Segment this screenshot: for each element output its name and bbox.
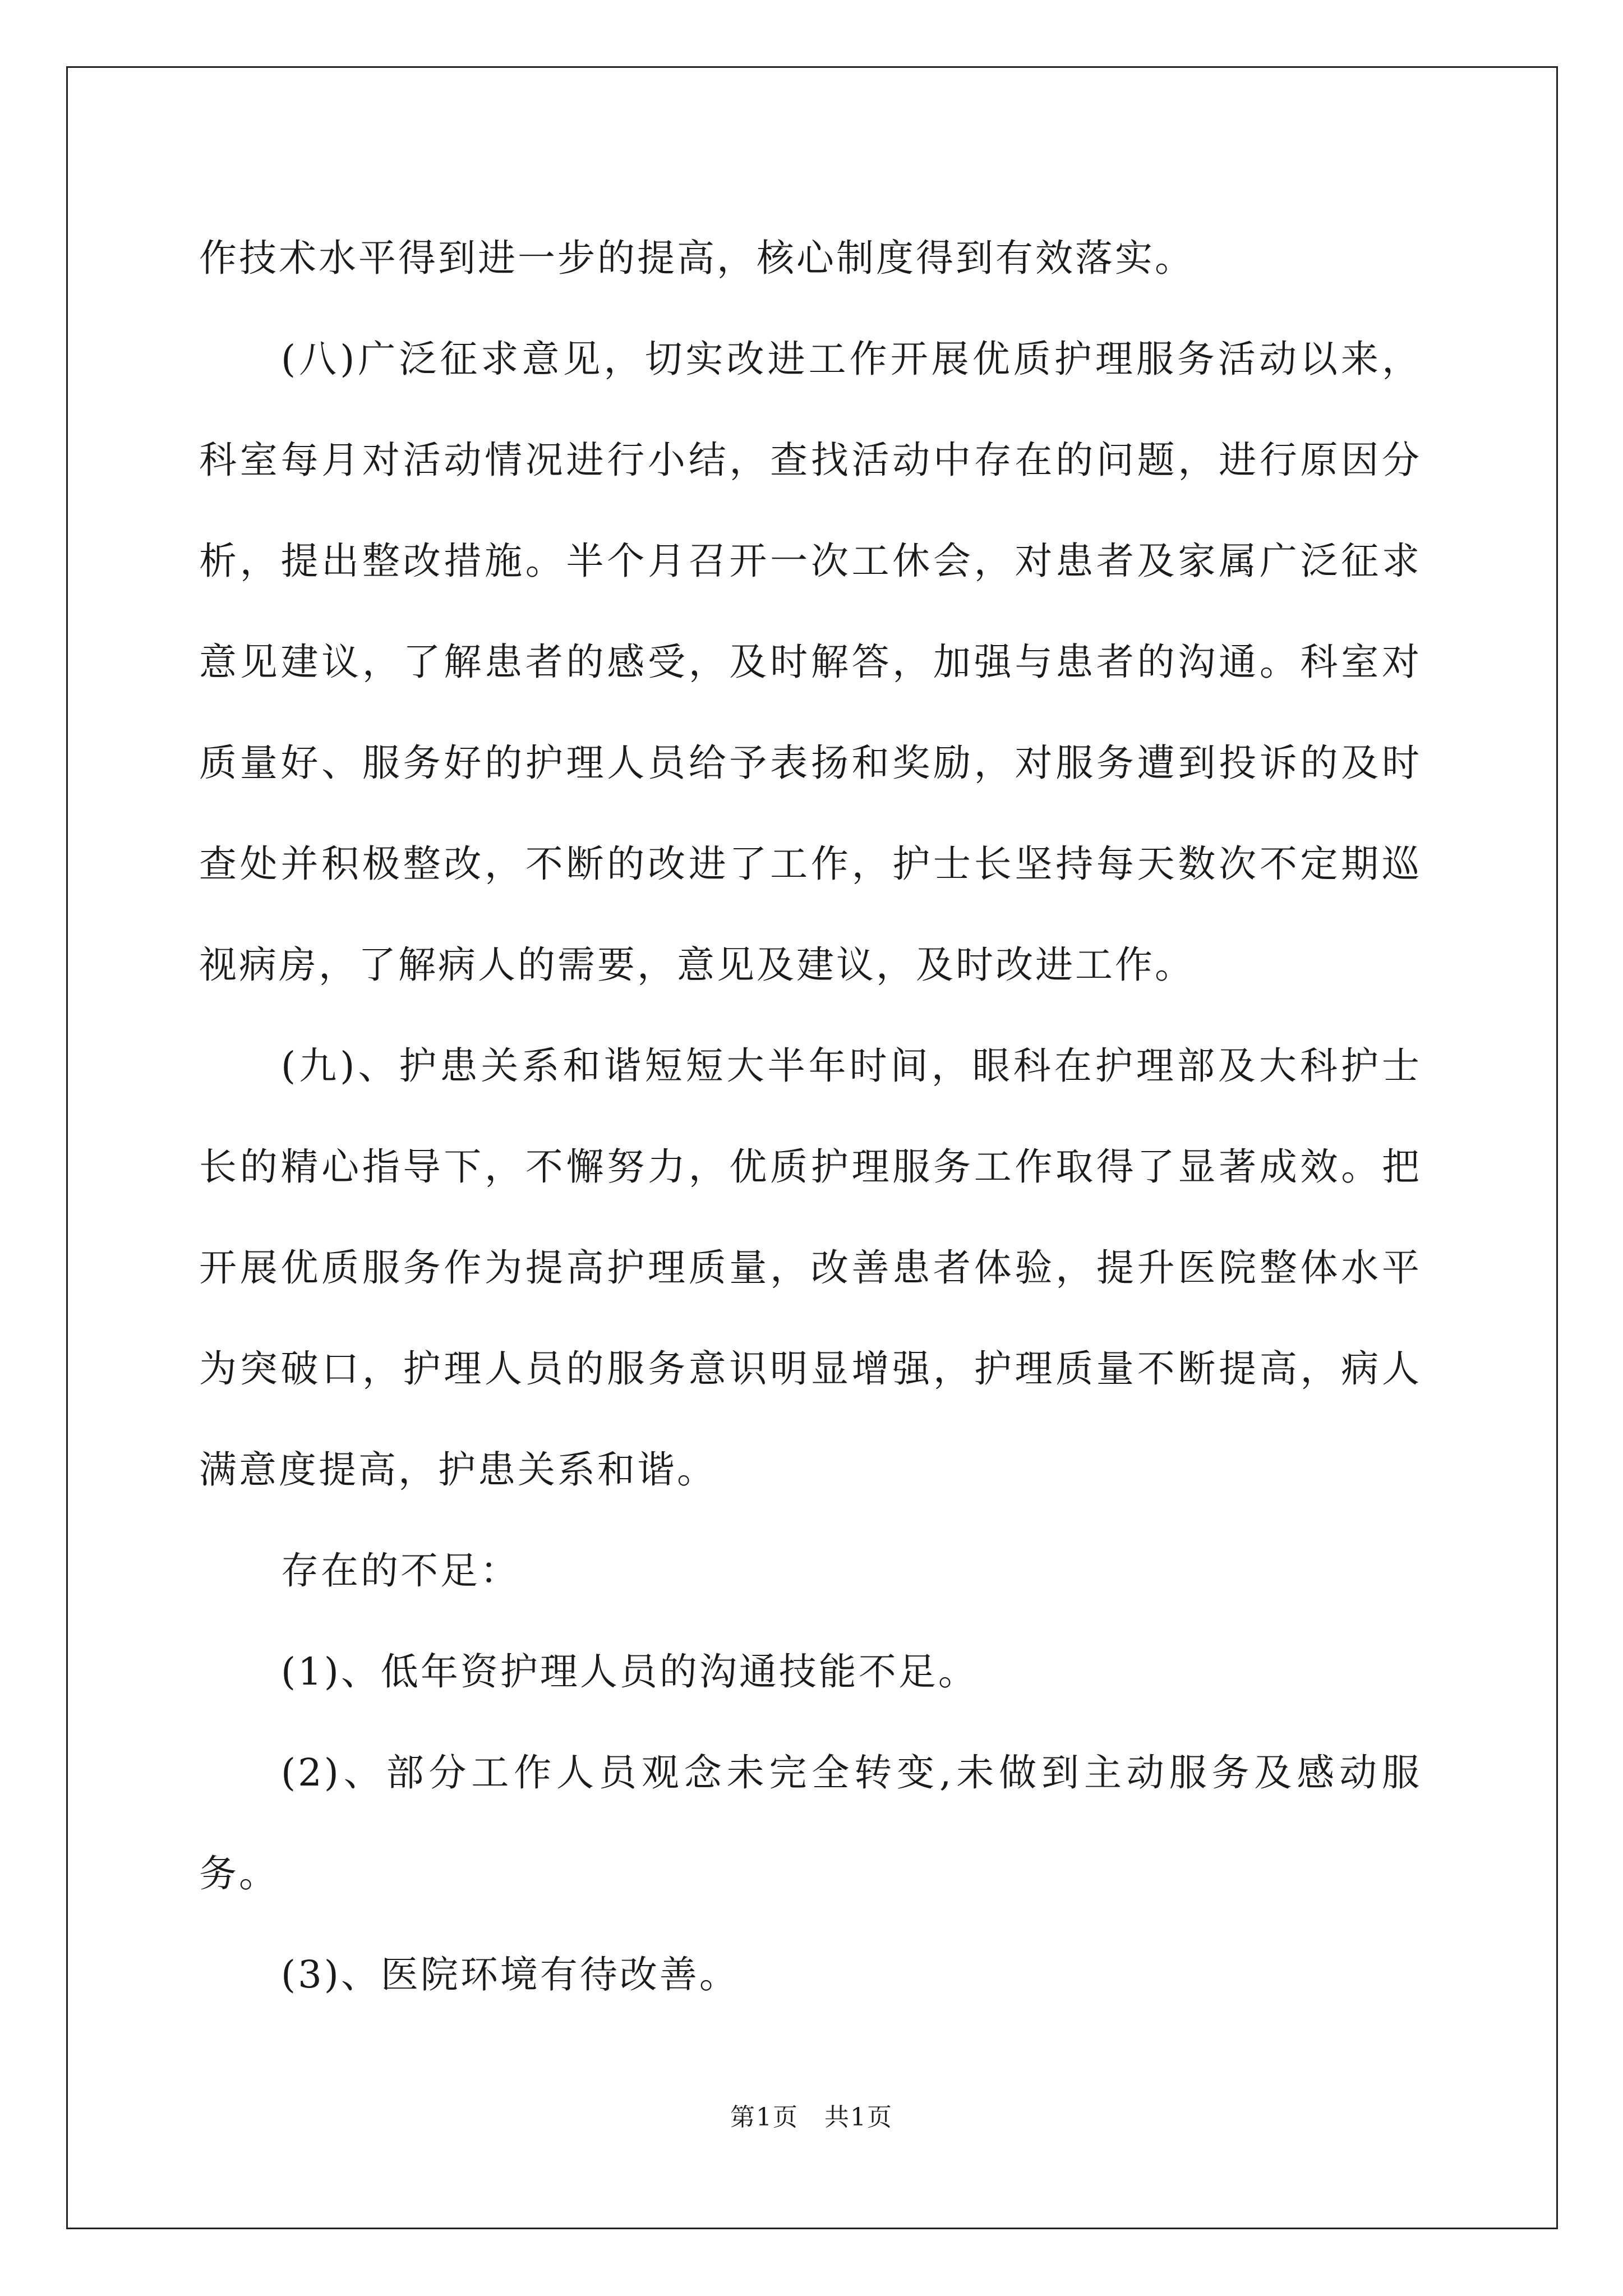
shortcomings-heading: 存在的不足： <box>281 1549 520 1593</box>
page-number-footer: 第1页 共1页 <box>730 2103 893 2132</box>
shortcoming-item-3: (3)、医院环境有待改善。 <box>281 1953 739 1996</box>
document-body <box>199 208 1422 2025</box>
paragraph-section-9: (九)、护患关系和谐短短大半年时间，眼科在护理部及大科护士长的精心指导下，不懈努力，优质护理服务工作取得了显著成效。把开展优质服务作为提高护理质量，改善患者体验，提升医院整体水平为突破口，护理人员的服务意识明显增强，护理质量不断提高，病人满意度提高，护患关系和谐。 <box>199 1044 1422 1492</box>
paragraph-section-8: (八)广泛征求意见，切实改进工作开展优质护理服务活动以来，科室每月对活动情况进行小结，查找活动中存在的问题，进行原因分析，提出整改措施。半个月召开一次工休会，对患者及家属广泛征求意见建议，了解患者的感受，及时解答，加强与患者的沟通。科室对质量好、服务好的护理人员给予表扬和奖励，对服务遭到投诉的及时查处并积极整改，不断的改进了工作，护士长坚持每天数次不定期巡视病房，了解病人的需要，意见及建议，及时改进工作。 <box>199 337 1422 987</box>
paragraph-continuation: 作技术水平得到进一步的提高，核心制度得到有效落实。 <box>199 236 1195 280</box>
shortcoming-item-2: (2)、部分工作人员观念未完全转变,未做到主动服务及感动服务。 <box>199 1751 1422 1895</box>
shortcoming-item-1: (1)、低年资护理人员的沟通技能不足。 <box>281 1650 978 1694</box>
